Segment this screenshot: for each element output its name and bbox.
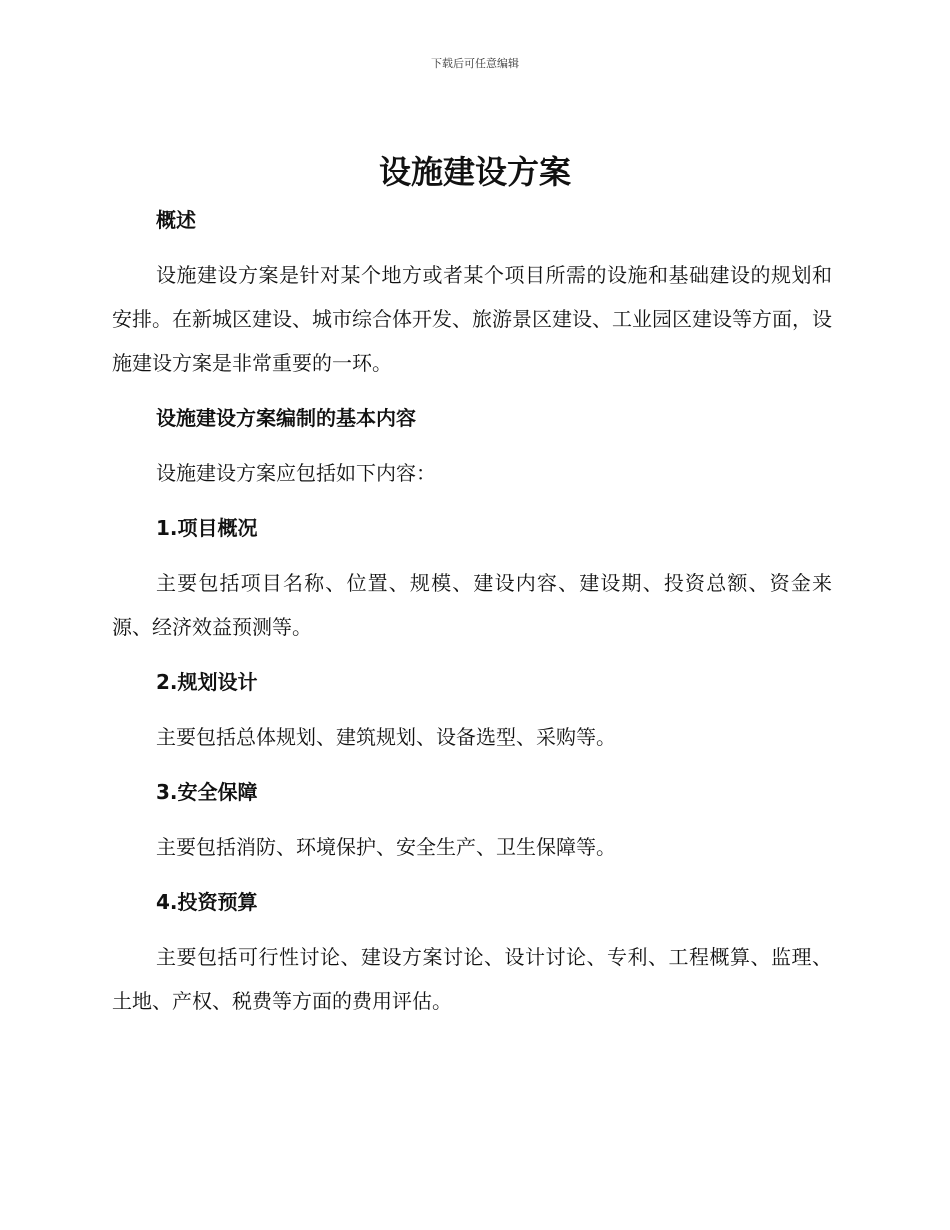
paragraph-item-2: 主要包括总体规划、建筑规划、设备选型、采购等。 (156, 725, 616, 749)
document-body (112, 198, 832, 1023)
section-heading-item-2: 2.规划设计 (156, 670, 258, 694)
paragraph-basic-intro: 设施建设方案应包括如下内容： (156, 461, 436, 485)
header-note: 下载后可任意编辑 (431, 57, 519, 70)
section-heading-item-3: 3.安全保障 (156, 780, 258, 804)
section-heading-item-4: 4.投资预算 (156, 890, 258, 914)
document-title: 设施建设方案 (378, 153, 571, 191)
section-heading-basic-content: 设施建设方案编制的基本内容 (156, 406, 416, 430)
paragraph-overview: 设施建设方案是针对某个地方或者某个项目所需的设施和基础建设的规划和安排。在新城区建设、城市综合体开发、旅游景区建设、工业园区建设等方面，设施建设方案是非常重要的一环。 (112, 263, 832, 375)
paragraph-item-3: 主要包括消防、环境保护、安全生产、卫生保障等。 (156, 835, 616, 859)
paragraph-item-1: 主要包括项目名称、位置、规模、建设内容、建设期、投资总额、资金来源、经济效益预测等。 (112, 571, 832, 639)
section-heading-item-1: 1.项目概况 (156, 516, 258, 540)
section-heading-overview: 概述 (156, 208, 196, 232)
paragraph-item-4: 主要包括可行性讨论、建设方案讨论、设计讨论、专利、工程概算、监理、土地、产权、税费等方面的费用评估。 (112, 945, 832, 1013)
